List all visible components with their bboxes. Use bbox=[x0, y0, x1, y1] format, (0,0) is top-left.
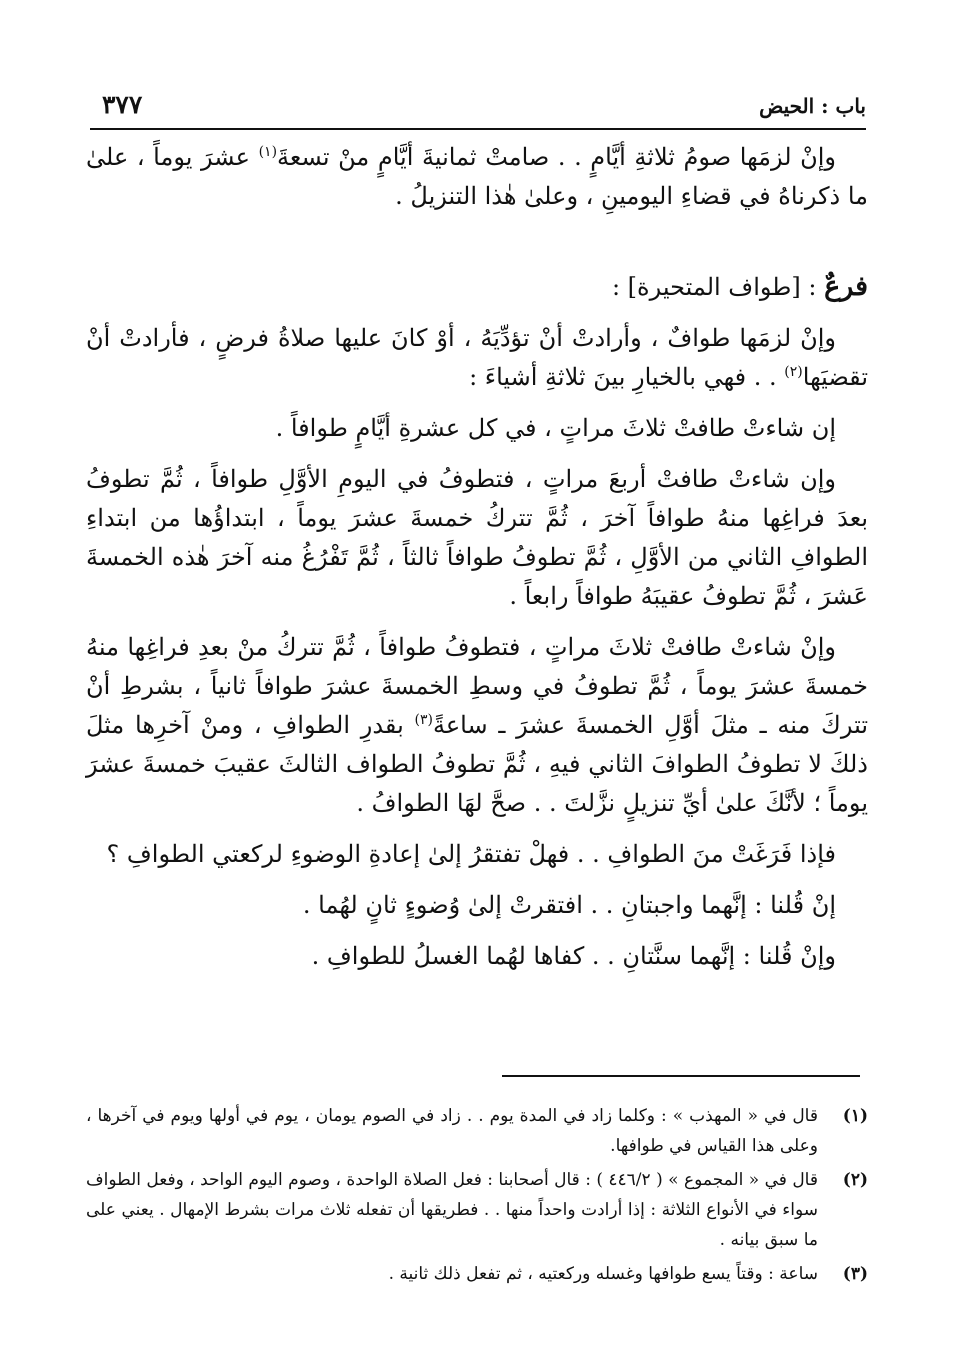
paragraph-text: وإنْ لزمَها صومُ ثلاثةِ أيَّامٍ . . صامتْ ثمانيةَ أيَّامٍ منْ تسعةَ bbox=[277, 143, 837, 171]
footnote-item bbox=[86, 1259, 868, 1289]
footnote-text: قال في « المجموع » ( ٤٤٦/٢ ) : قال أصحابنا : فعل الصلاة الواحدة ، وصوم اليوم الواحد ، وفعل الطواف سواء في الأنواع الثلاثة : إذا أرادت واحداً منها . . فطريقها أن تفعله ثلاث مرات بشرط الإمهال . يعني على ما سبق بيانه . bbox=[86, 1170, 818, 1250]
running-title: باب : الحيض bbox=[759, 94, 866, 118]
footnote-rule bbox=[502, 1075, 860, 1077]
question-ablution: فإذا فَرَغَتْ منَ الطوافِ . . فهلْ تفتقرُ إلىٰ إعادةِ الوضوءِ لركعتي الطوافِ ؟ bbox=[106, 840, 836, 868]
paragraph-option-3 bbox=[86, 628, 868, 823]
paragraph-text: . . فهي بالخيارِ بينَ ثلاثةِ أشياءَ : bbox=[469, 363, 785, 391]
footnote-text: ساعة : وقتاً يسع طوافها وغسله وركعتيه ، ثم تفعل ذلك ثانية . bbox=[388, 1264, 818, 1284]
footnote-number: (٢) bbox=[842, 1170, 868, 1190]
paragraph-text: عشرَ يوماً ، علىٰ ما ذكرناهُ في قضاءِ اليومينِ ، وعلىٰ هٰذا التنزيلُ . bbox=[86, 143, 868, 210]
paragraph-tawaf-intro bbox=[86, 319, 868, 397]
page-header bbox=[90, 86, 866, 126]
footnote-text: قال في « المهذب » : وكلما زاد في المدة يوم . . زاد في الصوم يومان ، يوم في أولها ويوم في آخرها ، وعلى هذا القياس في طوافها. bbox=[86, 1106, 818, 1156]
paragraph-fasting bbox=[86, 138, 868, 216]
heading-title: : [طواف المتحيرة] : bbox=[611, 273, 817, 301]
heading-word: فرعٌ bbox=[824, 271, 868, 302]
header-rule bbox=[90, 128, 866, 130]
footnote-ref-2: (٢) bbox=[784, 364, 803, 380]
answer-obligatory: إنْ قُلنا : إنَّهما واجبتانِ . . افتقرتْ إلىٰ وُضوءٍ ثانٍ لهُما . bbox=[302, 891, 836, 919]
paragraph-option-2: وإن شاءتْ طافتْ أربعَ مراتٍ ، فتطوفُ في اليومِ الأوَّلِ طوافاً ، ثُمَّ تطوفُ بعدَ فراغِها منهُ طوافاً آخرَ ، ثُمَّ تتركُ خمسةَ عشرَ يوماً ، ابتداؤُها من ابتداءِ الطوافِ الثاني من الأوَّلِ ، ثُمَّ تطوفُ طوافاً ثالثاً ، ثُمَّ تَفْرُغُ منه آخرَ هٰذه الخمسةَ عَشرَ ، ثُمَّ تطوفُ عقيبَهُ طوافاً رابعاً . bbox=[86, 465, 868, 610]
section-heading bbox=[86, 267, 868, 307]
footnote-ref-3: (٣) bbox=[414, 712, 433, 728]
paragraph-option-1: إن شاءتْ طافتْ ثلاثَ مراتٍ ، في كل عشرةِ أيَّامٍ طوافاً . bbox=[275, 414, 836, 442]
footnote-number: (١) bbox=[842, 1106, 868, 1126]
answer-sunnah: وإنْ قُلنا : إنَّهما سنَّتانِ . . كفاها لهُما الغسلُ للطوافِ . bbox=[311, 942, 836, 970]
footnote-item bbox=[86, 1101, 868, 1161]
footnote-ref-1: (١) bbox=[258, 144, 278, 160]
footnotes bbox=[86, 1101, 868, 1293]
main-text bbox=[86, 138, 868, 976]
paragraph-text: وإنْ شاءتْ طافتْ ثلاثَ مراتٍ ، فتطوفُ طوافاً ، ثُمَّ تتركُ منْ بعدِ فراغِها منهُ خمسةَ عشرَ يوماً ، ثُمَّ تطوفُ في وسطِ الخمسةَ عشرَ طوافاً ثانياً ، بشرطِ أنْ تتركَ منه ـ مثلَ أوَّلِ الخمسةَ عشرَ ـ ساعةً bbox=[86, 633, 869, 739]
paragraph-text: بقدرِ الطوافِ ، ومنْ آخرِها مثلَ ذلكَ لا تطوفُ الطوافَ الثاني فيهِ ، ثُمَّ تطوفُ الطواف الثالثَ عقيبَ خمسةَ عشرَ يوماً ؛ لأنَّكَ علىٰ أيِّ تنزيلٍ نزَّلتَ . . صحَّ لهَا الطوافُ . bbox=[86, 711, 868, 817]
footnote-item bbox=[86, 1165, 868, 1255]
page-number: ٣٧٧ bbox=[102, 90, 143, 119]
footnote-number: (٣) bbox=[842, 1264, 868, 1284]
paragraph-text: وإنْ لزمَها طوافٌ ، وأرادتْ أنْ تؤدِّيَهُ ، أوْ كانَ عليها صلاةُ فرضٍ ، فأرادتْ أنْ تقضيَها bbox=[86, 324, 868, 391]
